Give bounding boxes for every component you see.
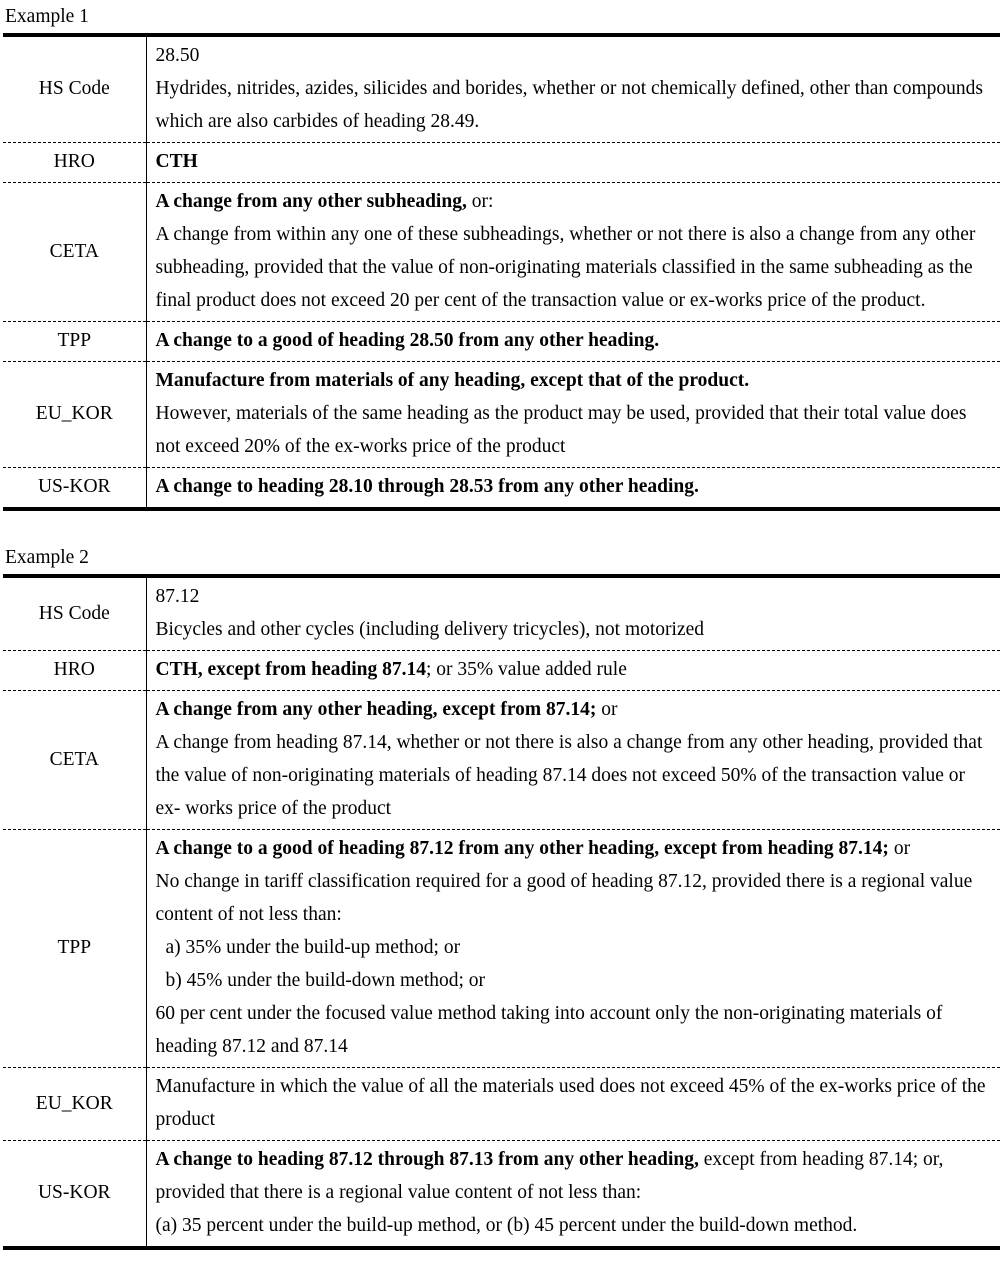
rule-text: Manufacture in which the value of all the materials used does not exceed 45% of the ex-works price of the product <box>155 1076 986 1130</box>
row-content <box>146 1068 1000 1141</box>
rule-text: or <box>596 699 618 720</box>
rule-text-bold: A change from any other subheading, <box>155 191 467 212</box>
rule-line <box>156 470 995 503</box>
examples-container <box>3 4 1000 1256</box>
rule-line <box>156 1070 995 1136</box>
rule-text: A change from heading 87.14, whether or not there is also a change from any other heading, provided that the value of non-originating materials of heading 87.14 does not exceed 50% of the transaction value or ex- works price of the product <box>155 732 983 819</box>
table-gap <box>3 511 1000 545</box>
rule-text-bold: CTH <box>155 151 198 172</box>
rule-line <box>156 145 995 178</box>
rule-text: Bicycles and other cycles (including delivery tricycles), not motorized <box>155 619 705 640</box>
rule-text-bold: A change to a good of heading 87.12 from any other heading, except from heading 87.14; <box>155 838 889 859</box>
rule-text: or <box>888 838 911 859</box>
rule-line <box>156 580 995 613</box>
rule-line <box>156 364 995 397</box>
rule-text: 60 per cent under the focused value method taking into account only the non-originating materials of heading 87.12 and 87.14 <box>155 1003 943 1057</box>
row-content <box>146 35 1000 143</box>
rule-line <box>156 832 995 865</box>
rule-line <box>156 726 995 825</box>
rule-text-bold: CTH, except from heading 87.14 <box>155 659 426 680</box>
table-row <box>3 35 1000 143</box>
row-label-us-kor: US-KOR <box>3 468 146 510</box>
example-caption: Example 2 <box>5 547 89 568</box>
row-label-hs-code: HS Code <box>3 35 146 143</box>
rule-text: ; or 35% value added rule <box>425 659 627 680</box>
table-row <box>3 651 1000 691</box>
table-row <box>3 830 1000 1068</box>
page-bottom-spacer <box>3 1250 1000 1256</box>
rule-text: or: <box>466 191 494 212</box>
row-label-hs-code: HS Code <box>3 576 146 651</box>
rule-text: except from heading 87.14; or, provided that there is a regional value content of not less than: <box>155 1149 944 1203</box>
rule-text: 87.12 <box>155 586 200 607</box>
rule-line <box>156 997 995 1063</box>
rule-text-bold: A change from any other heading, except from 87.14; <box>155 699 597 720</box>
rule-line <box>156 865 995 931</box>
table-row <box>3 691 1000 830</box>
rule-text: a) 35% under the build-up method; or <box>165 937 461 958</box>
table-row <box>3 183 1000 322</box>
rule-text-bold: Manufacture from materials of any heading, except that of the product. <box>155 370 750 391</box>
rule-line <box>156 653 995 686</box>
rule-text-bold: A change to heading 28.10 through 28.53 from any other heading. <box>155 476 699 497</box>
row-label-tpp: TPP <box>3 322 146 362</box>
rule-line <box>156 931 995 964</box>
rule-text: However, materials of the same heading as the product may be used, provided that their total value does not exceed 20% of the ex-works price of the product <box>155 403 967 457</box>
table-row <box>3 362 1000 468</box>
rule-text-bold: A change to heading 87.12 through 87.13 from any other heading, <box>155 1149 699 1170</box>
row-label-eu-kor: EU_KOR <box>3 1068 146 1141</box>
row-content <box>146 183 1000 322</box>
rule-line <box>156 397 995 463</box>
rule-line <box>156 39 995 72</box>
row-content <box>146 322 1000 362</box>
row-label-us-kor: US-KOR <box>3 1141 146 1249</box>
table-row <box>3 1068 1000 1141</box>
rule-line <box>156 1209 995 1242</box>
table-row <box>3 576 1000 651</box>
row-content <box>146 576 1000 651</box>
table-row <box>3 468 1000 510</box>
rules-table <box>3 33 1000 511</box>
rule-line <box>156 613 995 646</box>
row-content <box>146 691 1000 830</box>
rule-line <box>156 72 995 138</box>
rule-text: Hydrides, nitrides, azides, silicides and borides, whether or not chemically defined, other than compounds which are also carbides of heading 28.49. <box>155 78 983 132</box>
row-label-ceta: CETA <box>3 183 146 322</box>
row-content <box>146 651 1000 691</box>
row-label-ceta: CETA <box>3 691 146 830</box>
rule-text: A change from within any one of these subheadings, whether or not there is also a change from any other subheading, provided that the value of non-originating materials classified in the same subheading as the final product does not exceed 20 per cent of the transaction value or ex-works price of the product. <box>155 224 976 311</box>
row-content <box>146 468 1000 510</box>
rule-text: 28.50 <box>155 45 200 66</box>
example-caption: Example 1 <box>5 6 89 27</box>
row-content <box>146 143 1000 183</box>
rule-line <box>156 964 995 997</box>
rule-text: No change in tariff classification required for a good of heading 87.12, provided there is a regional value content of not less than: <box>155 871 973 925</box>
table-row <box>3 322 1000 362</box>
table-row <box>3 1141 1000 1249</box>
rules-table <box>3 574 1000 1250</box>
table-row <box>3 143 1000 183</box>
row-content <box>146 1141 1000 1249</box>
rule-line <box>156 693 995 726</box>
row-label-eu-kor: EU_KOR <box>3 362 146 468</box>
row-content <box>146 362 1000 468</box>
row-label-tpp: TPP <box>3 830 146 1068</box>
row-label-hro: HRO <box>3 143 146 183</box>
rule-line <box>156 1143 995 1209</box>
rule-text-bold: A change to a good of heading 28.50 from any other heading. <box>155 330 660 351</box>
row-content <box>146 830 1000 1068</box>
row-label-hro: HRO <box>3 651 146 691</box>
rule-line <box>156 324 995 357</box>
rule-line <box>156 218 995 317</box>
rule-text: (a) 35 percent under the build-up method, or (b) 45 percent under the build-down method. <box>155 1215 858 1236</box>
rule-text: b) 45% under the build-down method; or <box>165 970 486 991</box>
rule-line <box>156 185 995 218</box>
